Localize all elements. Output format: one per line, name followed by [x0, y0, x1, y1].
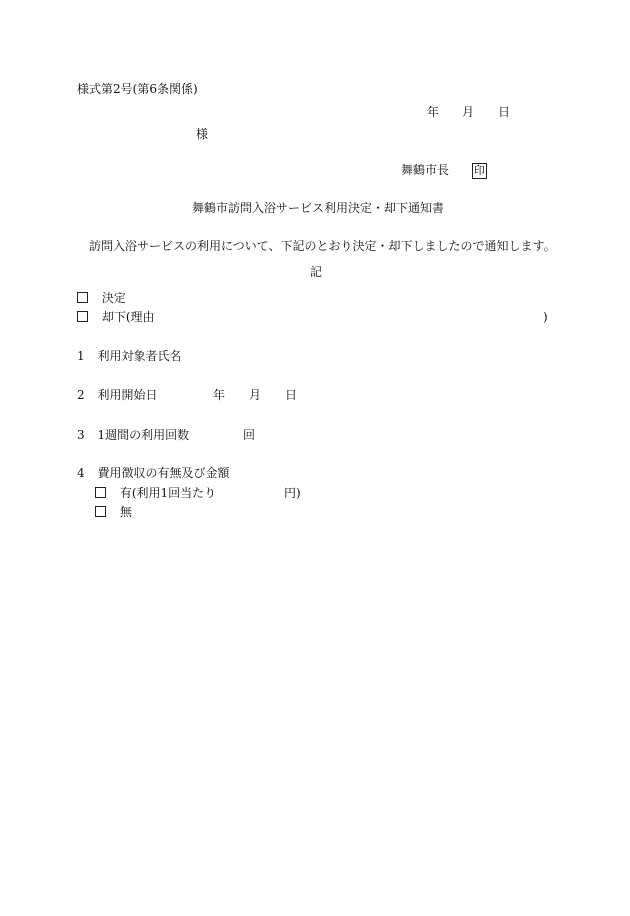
item2-label: 利用開始日: [97, 388, 158, 402]
document-title: 舞鶴市訪問入浴サービス利用決定・却下通知書: [192, 201, 445, 215]
date-year-label: 年: [427, 105, 440, 119]
issuer-title: 舞鶴市長: [401, 163, 450, 177]
fee-yes-unit: 円): [284, 486, 301, 500]
reject-checkbox[interactable]: [77, 311, 88, 322]
item4-label: 費用徴収の有無及び金額: [97, 466, 230, 480]
item2-day-label: 日: [285, 388, 298, 402]
date-month-label: 月: [462, 105, 475, 119]
body-text: 訪問入浴サービスの利用について、下記のとおり決定・却下しましたので通知します。: [89, 239, 556, 253]
item1-label: 利用対象者氏名: [97, 349, 182, 363]
seal-mark: 印: [473, 164, 485, 177]
fee-no-label: 無: [119, 505, 132, 519]
item4-number: 4: [77, 466, 85, 480]
date-day-label: 日: [498, 105, 511, 119]
item4-no-row: [95, 506, 132, 518]
item4-row: [77, 467, 229, 479]
approve-label: 決定: [101, 291, 126, 305]
decision-reject-row: [77, 311, 155, 323]
ki-marker: 記: [310, 265, 323, 279]
form-number: 様式第2号(第6条関係): [77, 82, 198, 96]
decision-approve-row: [77, 292, 126, 304]
item2-number: 2: [77, 388, 85, 402]
item4-yes-row: [95, 487, 216, 499]
fee-no-checkbox[interactable]: [95, 506, 106, 517]
item3-number: 3: [77, 428, 85, 442]
issuer-line: [401, 163, 487, 179]
item1-row: [77, 350, 181, 362]
item3-row: [77, 429, 189, 441]
item1-number: 1: [77, 349, 85, 363]
addressee-suffix: 様: [196, 127, 209, 141]
reject-close-paren: ): [543, 310, 548, 324]
fee-yes-label: 有(利用1回当たり: [119, 486, 217, 500]
approve-checkbox[interactable]: [77, 292, 88, 303]
item3-unit: 回: [243, 428, 256, 442]
item2-row: [77, 389, 157, 401]
fee-yes-checkbox[interactable]: [95, 487, 106, 498]
reject-label: 却下(理由: [101, 310, 155, 324]
item2-year-label: 年: [213, 388, 226, 402]
item3-label: 1週間の利用回数: [97, 428, 190, 442]
item2-month-label: 月: [249, 388, 262, 402]
